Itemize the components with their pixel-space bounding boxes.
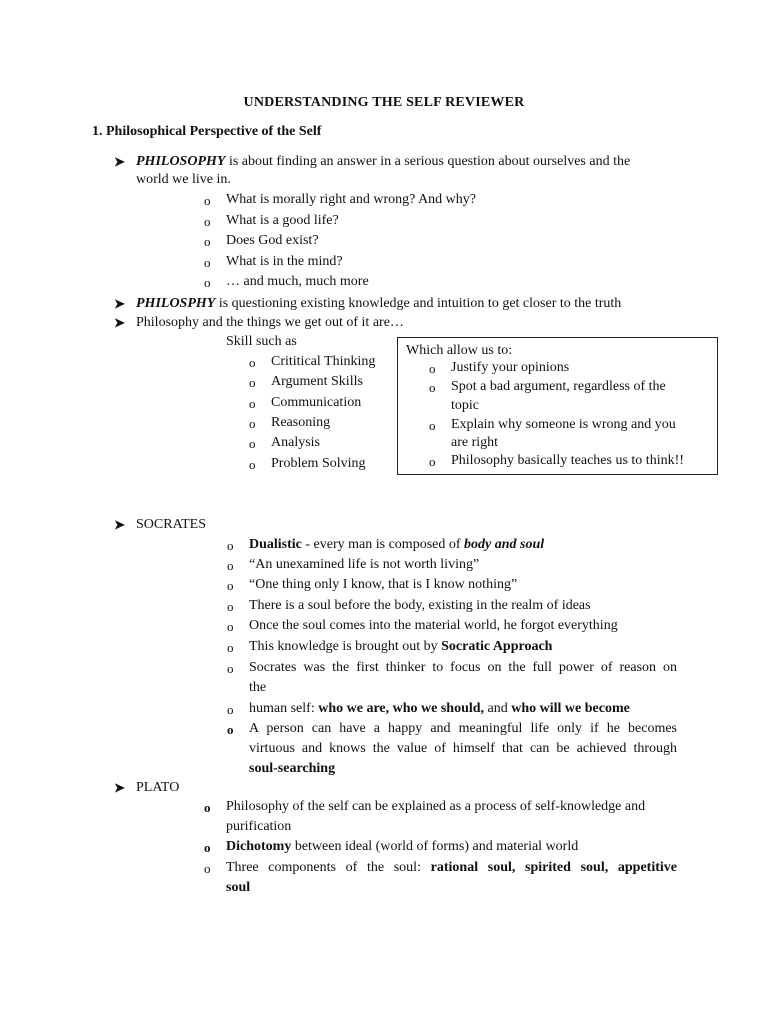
text: and — [484, 701, 512, 716]
list-item: Explain why someone is wrong and you — [451, 417, 676, 432]
circle-bullet-icon: o — [204, 214, 211, 229]
list-item: Spot a bad argument, regardless of the — [451, 379, 666, 394]
circle-bullet-icon: o — [227, 578, 234, 593]
skills-label: Skill such as — [226, 334, 297, 349]
arrow-bullet-icon: ➤ — [114, 780, 125, 795]
list-item: Crititical Thinking — [271, 354, 376, 369]
list-item: Socrates was the first thinker to focus on the full power of reason on — [249, 660, 677, 675]
circle-bullet-icon: o — [204, 800, 211, 815]
philosophy-term: PHILOSOPHY — [136, 154, 226, 169]
arrow-bullet-icon: ➤ — [114, 517, 125, 532]
circle-bullet-icon: o — [227, 599, 234, 614]
socrates-item-dualistic — [249, 536, 544, 554]
circle-bullet-icon: o — [429, 361, 436, 376]
list-item: What is morally right and wrong? And why? — [226, 192, 477, 207]
bold-term: Dualistic — [249, 537, 302, 552]
circle-bullet-icon: o — [249, 396, 256, 411]
circle-bullet-icon: o — [204, 275, 211, 290]
circle-bullet-icon: o — [429, 418, 436, 433]
arrow-bullet-icon: ➤ — [114, 315, 125, 330]
circle-bullet-icon: o — [204, 861, 211, 876]
bold-term: who we are, who we should, — [318, 701, 485, 716]
list-item: What is a good life? — [226, 213, 339, 228]
list-item-cont — [226, 879, 250, 897]
list-item-cont: virtuous and knows the value of himself that can be achieved through — [249, 741, 677, 756]
list-item: Reasoning — [271, 415, 331, 430]
list-item: There is a soul before the body, existing in the realm of ideas — [249, 598, 591, 613]
list-item: Communication — [271, 395, 362, 410]
list-item: Philosophy basically teaches us to think!! — [451, 453, 684, 468]
circle-bullet-icon: o — [249, 457, 256, 472]
bold-term: soul-searching — [249, 761, 336, 776]
circle-bullet-icon: o — [249, 355, 256, 370]
list-item: Problem Solving — [271, 456, 366, 471]
circle-bullet-icon: o — [204, 255, 211, 270]
section-heading: 1. Philosophical Perspective of the Self — [92, 124, 322, 139]
socrates-quote-2: “One thing only I know, that is I know nothing” — [249, 577, 518, 592]
list-item: Philosophy of the self can be explained as a process of self-knowledge and — [226, 799, 646, 814]
philosophy-definition-1 — [136, 153, 630, 171]
list-item-cont: the — [249, 680, 267, 695]
bold-term: Dichotomy — [226, 839, 292, 854]
bold-term: rational soul, spirited soul, appetitive — [430, 860, 677, 875]
philosophy-text: is about finding an answer in a serious question about ourselves and the — [225, 154, 631, 169]
circle-bullet-icon: o — [249, 436, 256, 451]
socrates-quote-1: “An unexamined life is not worth living” — [249, 557, 480, 572]
text: Three components of the soul: — [226, 860, 431, 875]
text: between ideal (world of forms) and material world — [291, 839, 579, 854]
philosophy-definition-1-cont: world we live in. — [136, 172, 231, 187]
list-item: Analysis — [271, 435, 320, 450]
philosophy-text: is questioning existing knowledge and intuition to get closer to the truth — [215, 296, 622, 311]
arrow-bullet-icon: ➤ — [114, 154, 125, 169]
circle-bullet-icon: o — [429, 380, 436, 395]
list-item: Once the soul comes into the material world, he forgot everything — [249, 618, 618, 633]
list-item: Does God exist? — [226, 233, 319, 248]
circle-bullet-icon: o — [227, 702, 234, 717]
text: - every man is composed of — [301, 537, 465, 552]
circle-bullet-icon: o — [227, 640, 234, 655]
page-title: UNDERSTANDING THE SELF REVIEWER — [243, 95, 525, 110]
socrates-item-human-self — [249, 700, 630, 718]
list-item-cont — [249, 760, 335, 778]
socrates-item-approach — [249, 638, 552, 656]
arrow-bullet-icon: ➤ — [114, 296, 125, 311]
list-item: … and much, much more — [226, 274, 369, 289]
bold-term: Socratic Approach — [441, 639, 553, 654]
plato-item-components — [226, 859, 677, 877]
circle-bullet-icon: o — [227, 619, 234, 634]
text: human self: — [249, 701, 319, 716]
circle-bullet-icon: o — [429, 454, 436, 469]
list-item: A person can have a happy and meaningful life only if he becomes — [249, 721, 677, 736]
circle-bullet-icon: o — [204, 234, 211, 249]
philosophy-outcomes: Philosophy and the things we get out of it are… — [136, 315, 404, 330]
plato-heading: PLATO — [136, 780, 180, 795]
text: This knowledge is brought out by — [249, 639, 442, 654]
circle-bullet-icon: o — [227, 558, 234, 573]
list-item-cont: purification — [226, 819, 292, 834]
circle-bullet-icon: o — [249, 416, 256, 431]
list-item-cont: topic — [451, 398, 479, 413]
circle-bullet-icon: o — [204, 193, 211, 208]
circle-bullet-icon: o — [227, 661, 234, 676]
circle-bullet-icon: o — [249, 375, 256, 390]
circle-bullet-icon: o — [227, 722, 234, 737]
list-item: Justify your opinions — [451, 360, 570, 375]
list-item-cont: are right — [451, 435, 499, 450]
list-item: What is in the mind? — [226, 254, 343, 269]
bold-italic-term: body and soul — [464, 537, 545, 552]
list-item: Argument Skills — [271, 374, 363, 389]
circle-bullet-icon: o — [227, 538, 234, 553]
philosophy-term: PHILOSPHY — [136, 296, 216, 311]
plato-item-dichotomy — [226, 838, 578, 856]
circle-bullet-icon: o — [204, 840, 211, 855]
benefits-box-title: Which allow us to: — [406, 343, 513, 358]
philosophy-definition-2 — [136, 295, 621, 313]
bold-term: soul — [226, 880, 251, 895]
socrates-heading: SOCRATES — [136, 517, 207, 532]
bold-term: who will we become — [511, 701, 630, 716]
